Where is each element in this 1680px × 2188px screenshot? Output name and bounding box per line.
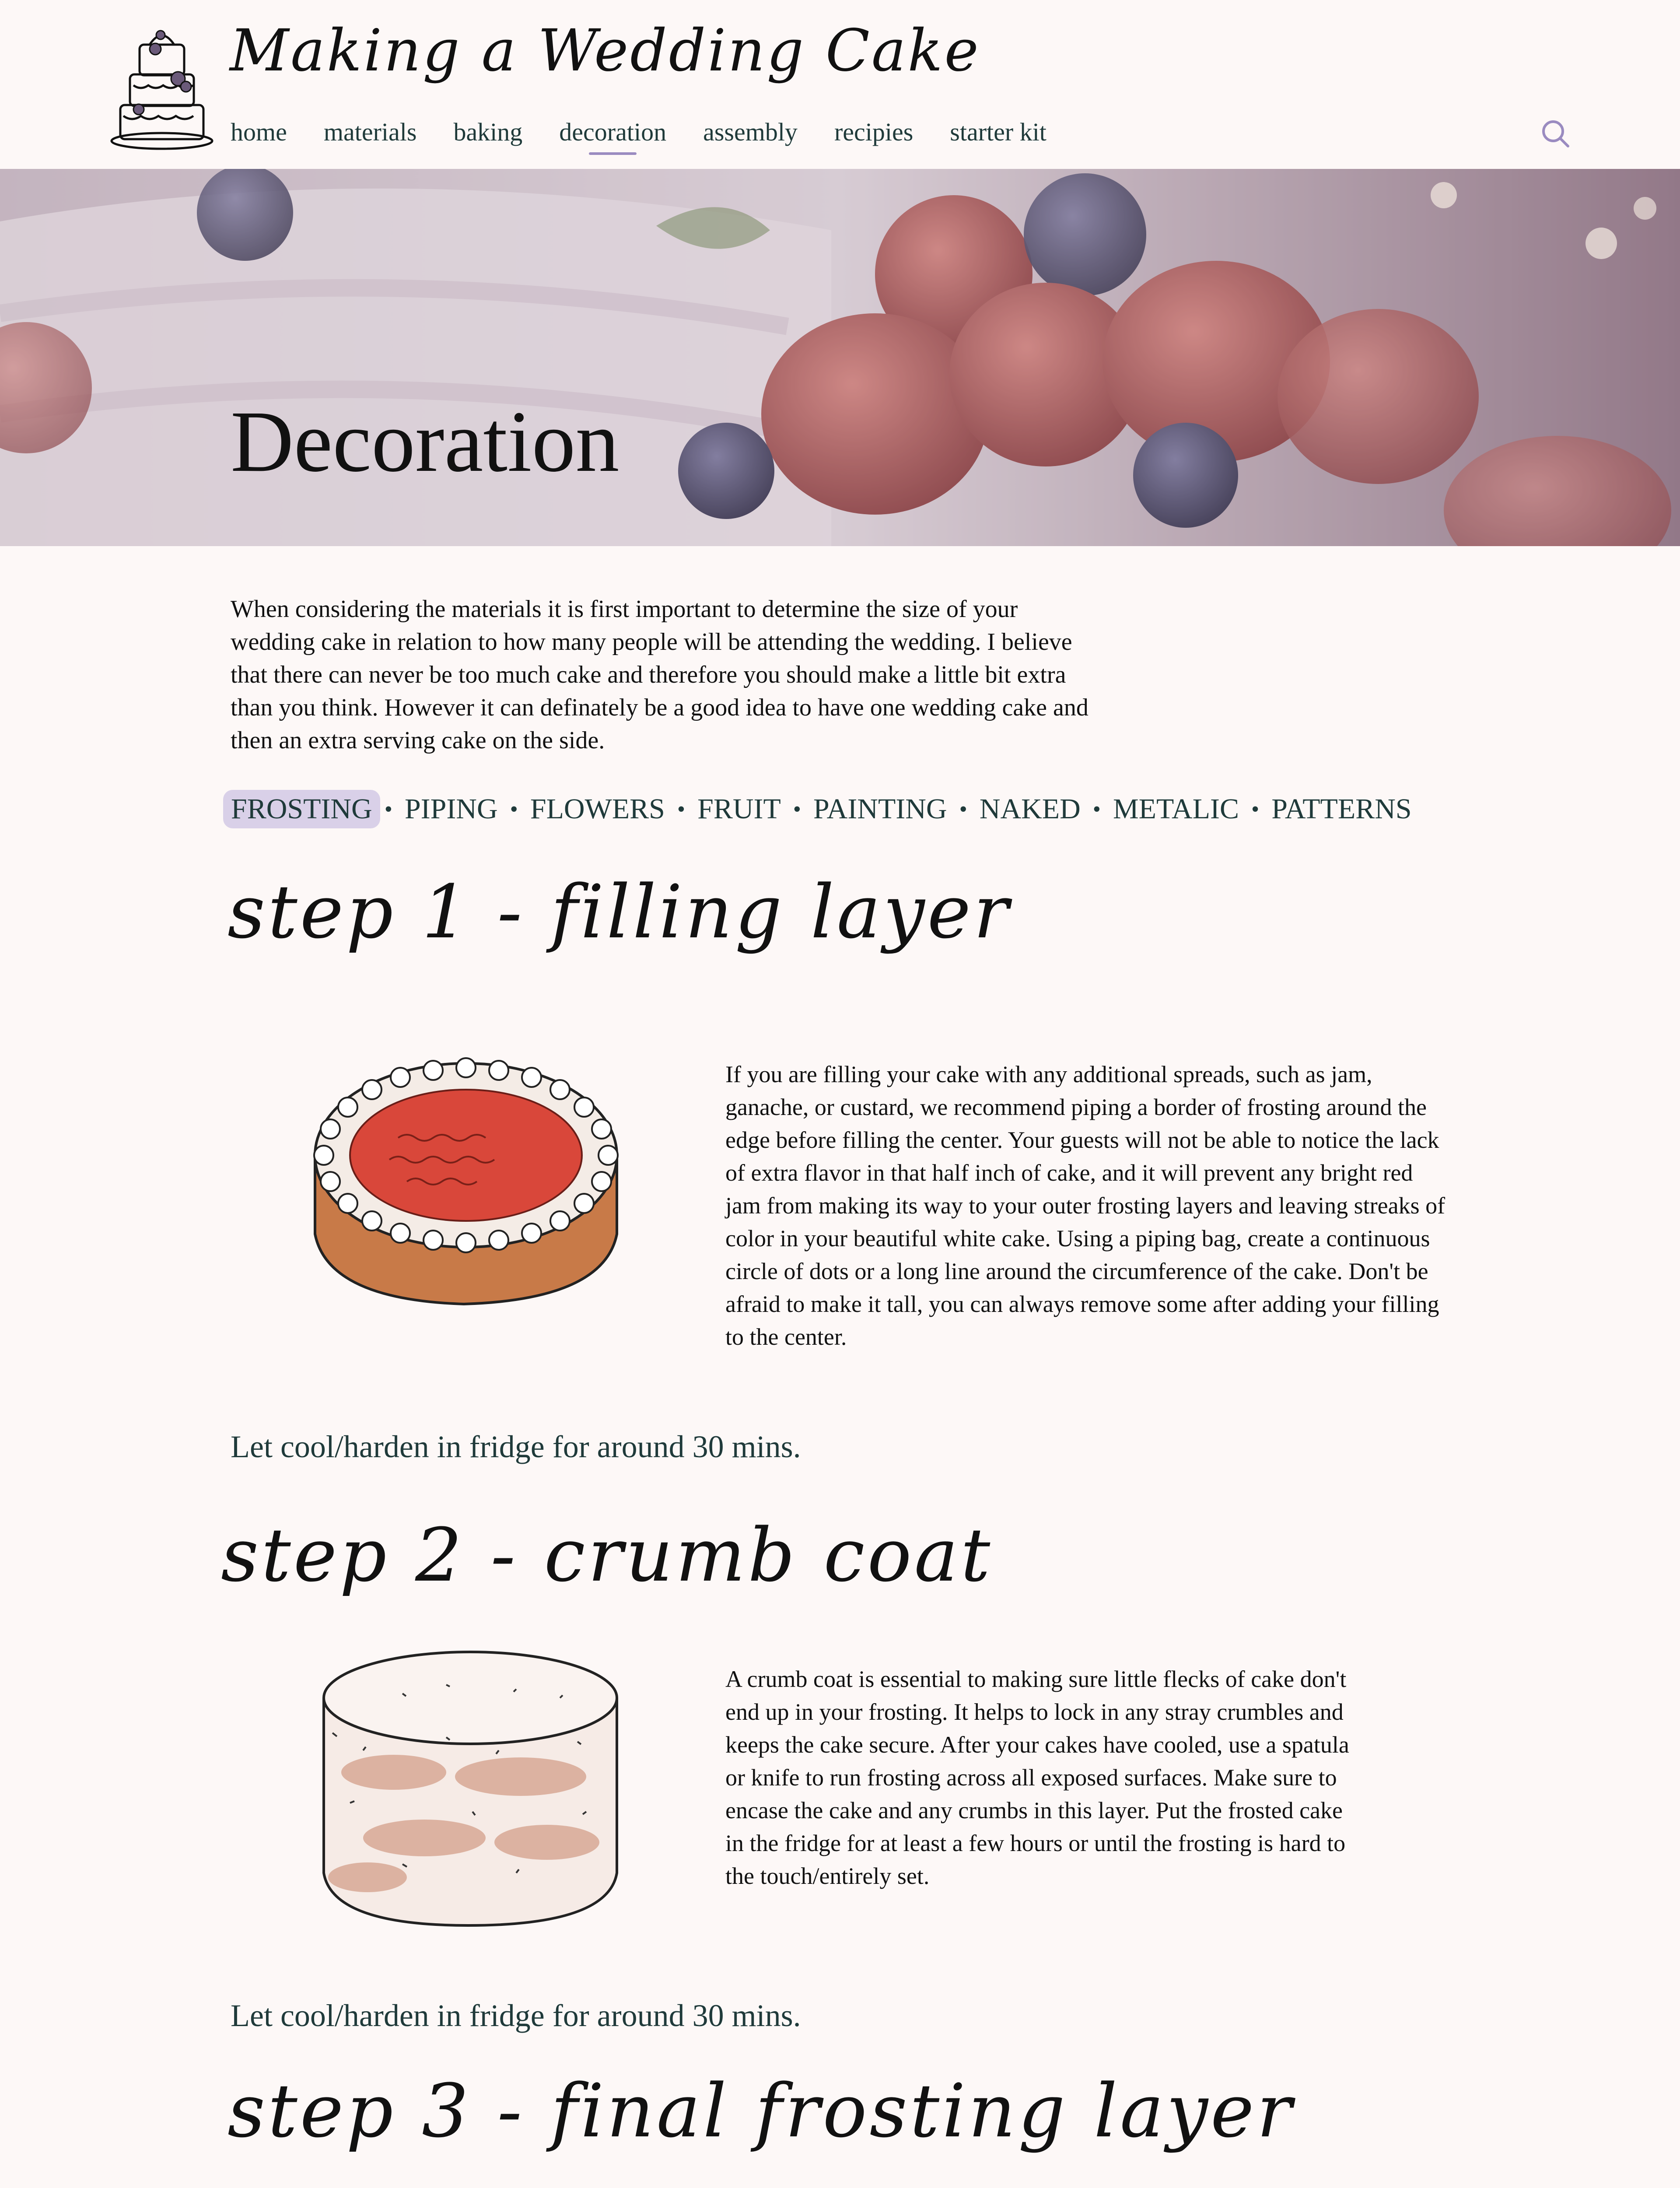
nav-starter-kit[interactable]: starter kit — [950, 118, 1046, 146]
category-fruit[interactable]: FRUIT — [697, 793, 781, 825]
step-2-title: step 2 - crumb coat — [221, 1512, 993, 1598]
step-2-text: A crumb coat is essential to making sure little flecks of cake don't end up in your frosting. It helps to lock in any stray crumbles and keeps the cake secure. After your cakes have cooled, use a spatula or knife to run frosting across all exposed surfaces. Make sure to encase the cake and any crumbs in this layer. Put the frosted cake in the fridge for at least a few hours or until the frosting is hard to the touch/entirely set. — [725, 1666, 1349, 1889]
filling-layer-illustration — [302, 1055, 630, 1352]
intro-paragraph: When considering the materials it is first important to determine the size of your wedding cake in relation to how many people will be attending the wedding. I believe that there can never be too much cake and therefore you should make a little bit extra than you think. However it can definately be a good idea to have one wedding cake and then an extra serving cake on the side. — [231, 596, 1088, 754]
step-1-title: step 1 - filling layer — [228, 869, 1012, 955]
cake-logo-icon — [108, 18, 216, 151]
nav-home[interactable]: home — [231, 118, 287, 146]
category-separator: • — [1251, 796, 1260, 822]
main-nav — [231, 115, 1083, 150]
page-title: Decoration — [231, 393, 620, 490]
category-separator: • — [677, 796, 686, 822]
category-patterns[interactable]: PATTERNS — [1271, 793, 1412, 825]
category-separator: • — [384, 796, 392, 822]
category-separator: • — [793, 796, 802, 822]
site-title[interactable]: Making a Wedding Cake — [230, 17, 980, 84]
category-painting[interactable]: PAINTING — [813, 793, 947, 825]
step-1-text: If you are filling your cake with any additional spreads, such as jam, ganache, or custard, we recommend piping a border of frosting around the edge before filling the center. Your guests will not be able to notice the lack of extra flavor in that half inch of cake, and it will prevent any bright red jam from making its way to your outer frosting layers and leaving streaks of color in your beautiful white cake. Using a piping bag, create a continuous circle of dots or a long line around the circumference of the cake. Don't be afraid to make it tall, you can always remove some after adding your filling to the center. — [725, 1061, 1446, 1350]
category-separator: • — [1092, 796, 1101, 822]
category-metalic[interactable]: METALIC — [1113, 793, 1239, 825]
nav-recipies[interactable]: recipies — [834, 118, 914, 146]
category-naked[interactable]: NAKED — [979, 793, 1081, 825]
category-frosting[interactable]: FROSTING — [223, 790, 380, 828]
crumb-coat-illustration — [315, 1645, 621, 1934]
category-separator: • — [959, 796, 967, 822]
decoration-categories — [223, 790, 1420, 828]
step-2-cool-note: Let cool/harden in fridge for around 30 mins. — [231, 1998, 801, 2033]
category-flowers[interactable]: FLOWERS — [530, 793, 665, 825]
nav-assembly[interactable]: assembly — [703, 118, 798, 146]
cake-logo[interactable] — [108, 18, 216, 151]
step-1-cool-note: Let cool/harden in fridge for around 30 mins. — [231, 1429, 801, 1464]
category-piping[interactable]: PIPING — [404, 793, 498, 825]
search-icon[interactable] — [1540, 118, 1571, 149]
step-3-title: step 3 - final frosting layer — [228, 2068, 1295, 2154]
nav-decoration[interactable]: decoration — [559, 115, 666, 150]
nav-materials[interactable]: materials — [323, 118, 417, 146]
category-separator: • — [510, 796, 518, 822]
nav-baking[interactable]: baking — [453, 118, 523, 146]
